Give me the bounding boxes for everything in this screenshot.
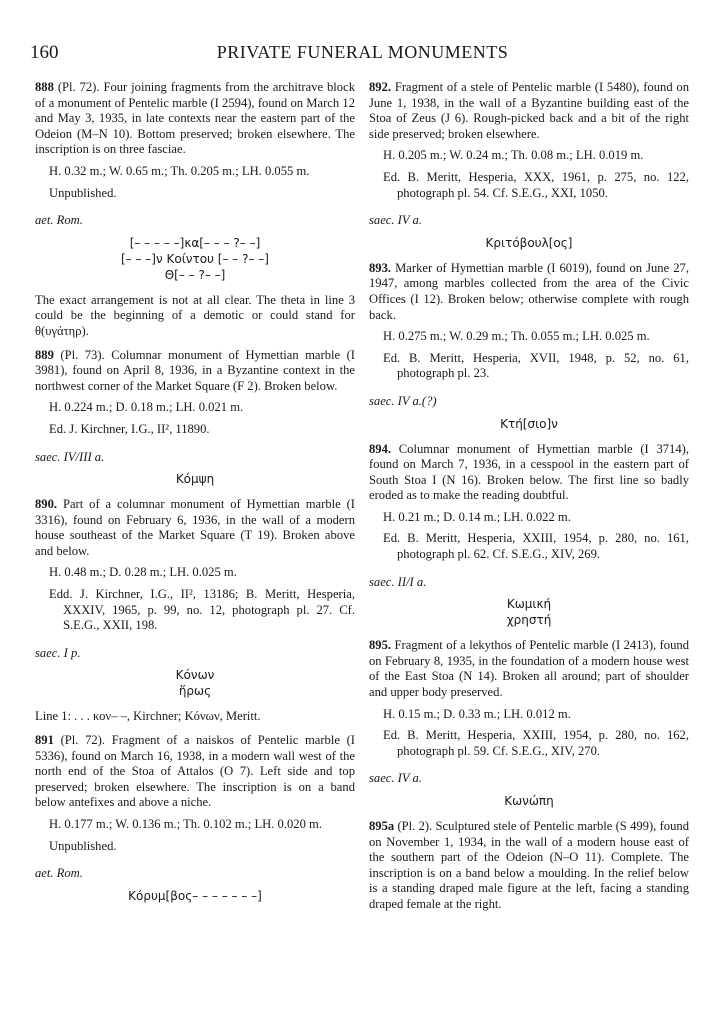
inscription-line: Κριτόβουλ[ος] — [485, 235, 573, 250]
entry-text: Fragment of a stele of Pentelic marble (I 5480), found on June 1, 1938, in the wall of a Byzantine building east of the Stoa of Zeus (J 6). Rough-picked back and a bit of the right side preserved; broken elsewhere. — [369, 80, 689, 141]
inscription-line: Κόνων — [175, 668, 215, 683]
right-column — [369, 80, 689, 921]
catalogue-entry — [369, 638, 689, 809]
entry-number: 892. — [369, 80, 392, 94]
entry-meta: H. 0.177 m.; W. 0.136 m.; Th. 0.102 m.; LH. 0.020 m. — [49, 817, 322, 831]
entry-text: (Pl. 73). Columnar monument of Hymettian marble (I 3981), found on April 8, 1936, in a Byzantine context in the northwest corner of the Market Square (F 2). Broken below. — [35, 347, 355, 393]
entry-number: 895a — [369, 819, 395, 833]
inscription-line: Κωμική — [506, 597, 552, 612]
inscription-text — [369, 596, 689, 628]
entry-number: 889 — [35, 347, 54, 362]
entry-meta: H. 0.48 m.; D. 0.28 m.; LH. 0.025 m. — [49, 565, 237, 580]
entry-date: aet. Rom. — [35, 213, 83, 228]
entry-description — [369, 819, 689, 913]
inscription-text — [35, 667, 355, 699]
entry-description — [369, 80, 689, 142]
entry-meta: Ed. B. Meritt, Hesperia, XXIII, 1954, p. 280, no. 161, photograph pl. 62. Cf. S.E.G., XIV, 269. — [383, 531, 689, 562]
inscription-line: χρηστή — [506, 613, 552, 628]
entry-meta: Edd. J. Kirchner, I.G., II², 13186; B. Meritt, Hesperia, XXXIV, 1965, p. 99, no. 12, photograph pl. 27. Cf. S.E.G., XXII, 198. — [49, 587, 355, 633]
inscription-text — [35, 235, 355, 283]
inscription-line: Κόρυμ[βος– – – – – – –] — [128, 888, 262, 903]
entry-number: 888 — [35, 80, 54, 94]
entry-number: 891 — [35, 733, 54, 748]
entry-date: aet. Rom. — [35, 866, 83, 881]
inscription-text — [35, 471, 355, 487]
entry-meta: H. 0.32 m.; W. 0.65 m.; Th. 0.205 m.; LH. 0.055 m. — [49, 163, 310, 178]
entry-description — [35, 733, 355, 811]
catalogue-entry — [369, 261, 689, 432]
entry-text: Part of a columnar monument of Hymettian marble (I 3316), found on February 6, 1936, in the wall of a modern house southeast of the Market Square (T 19). Broken above and below. — [35, 497, 355, 558]
entry-number: 890. — [35, 497, 58, 512]
entry-meta: H. 0.275 m.; W. 0.29 m.; Th. 0.055 m.; LH. 0.025 m. — [383, 329, 650, 344]
entry-text: (Pl. 72). Fragment of a naiskos of Pentelic marble (I 5336), found on March 16, 1938, in a modern wall west of the north end of the Stoa of Attalos (O 7). Left side and top preserved; broken elsewhere. The inscription is on a band below antefixes and above a niche. — [35, 733, 355, 810]
entry-date: saec. II/I a. — [369, 574, 427, 589]
entry-meta: Ed. J. Kirchner, I.G., II², 11890. — [49, 421, 210, 436]
entry-description — [35, 348, 355, 395]
inscription-text — [369, 416, 689, 432]
entry-meta: Ed. B. Meritt, Hesperia, XXX, 1961, p. 275, no. 122, photograph pl. 54. Cf. S.E.G., XXI, 1050. — [383, 169, 689, 200]
catalogue-entry — [35, 348, 355, 488]
inscription-line: [– – –]ν Κοίντου [– – ?– –] — [121, 251, 269, 266]
entry-meta: Ed. B. Meritt, Hesperia, XVII, 1948, p. 52, no. 61, photograph pl. 23. — [383, 350, 689, 381]
entry-description — [35, 497, 355, 559]
page-header — [30, 42, 695, 68]
entry-description — [369, 638, 689, 700]
entry-text: (Pl. 2). Sculptured stele of Pentelic marble (S 499), found on November 1, 1934, in the wall of a modern house east of the southern part of the Odeion (N–O 11). Complete. The inscription is on a band below a moulding. In the relief below is a standing draped male figure at the left, facing a standing draped female at the right. — [369, 819, 689, 911]
entry-text: Columnar monument of Hymettian marble (I 3714), found on March 7, 1936, in a cesspool in the eastern part of South Stoa I (N 16). Broken below. The first line so badly eroded as to make the reading doubtful. — [369, 441, 689, 503]
entry-description — [369, 442, 689, 504]
entry-number: 894. — [369, 441, 392, 456]
inscription-line: [– – – – –]κα[– – – ?– –] — [129, 235, 261, 250]
entry-date: saec. IV a.(?) — [369, 393, 437, 408]
entry-note: The exact arrangement is not at all clear. The theta in line 3 could be the beginning of a demotic or could stand for θ(υγάτηρ). — [35, 292, 355, 338]
inscription-text — [369, 793, 689, 809]
entry-meta: H. 0.224 m.; D. 0.18 m.; LH. 0.021 m. — [49, 400, 244, 415]
catalogue-entry — [369, 442, 689, 629]
catalogue-entry — [369, 819, 689, 913]
inscription-line: Κτή[σιο]ν — [500, 416, 558, 431]
entry-description — [369, 261, 689, 323]
catalogue-entry — [369, 80, 689, 251]
entry-date: saec. IV a. — [369, 213, 422, 228]
entry-description — [35, 80, 355, 158]
catalogue-entry — [35, 497, 355, 725]
inscription-line: ἥρως — [178, 684, 212, 699]
inscription-line: Κωνώπη — [504, 794, 554, 808]
entry-text: (Pl. 72). Four joining fragments from the architrave block of a monument of Pentelic marble (I 2594), found on March 12 and May 3, 1935, in late contexts near the eastern part of the Odeion (M–N 10). Bottom preserved; broken elsewhere. The inscription is on three fasciae. — [35, 80, 355, 157]
left-column — [35, 80, 355, 914]
inscription-line: Κόμψη — [175, 472, 215, 487]
entry-date: saec. I p. — [35, 645, 81, 660]
entry-meta: Unpublished. — [49, 838, 117, 853]
entry-date: saec. IV/III a. — [35, 449, 105, 464]
running-title: PRIVATE FUNERAL MONUMENTS — [216, 42, 509, 62]
entry-meta: Unpublished. — [49, 185, 117, 200]
entry-date: saec. IV a. — [369, 771, 422, 786]
entry-number: 893. — [369, 260, 392, 275]
entry-text: Marker of Hymettian marble (I 6019), found on June 27, 1947, among marbles collected from the area of the Civic Offices (I 12). Broken below; otherwise complete with rough back. — [369, 260, 689, 322]
entry-meta: H. 0.205 m.; W. 0.24 m.; Th. 0.08 m.; LH. 0.019 m. — [383, 148, 644, 163]
catalogue-entry — [35, 733, 355, 904]
entry-number: 895. — [369, 638, 392, 653]
inscription-line: Θ[– – ?– –] — [164, 267, 226, 282]
catalogue-entry — [35, 80, 355, 340]
entry-note: Line 1: . . . κον– –, Kirchner; Κόνων, Meritt. — [35, 709, 261, 724]
inscription-text — [35, 888, 355, 904]
entry-meta: H. 0.21 m.; D. 0.14 m.; LH. 0.022 m. — [383, 509, 571, 524]
entry-meta: H. 0.15 m.; D. 0.33 m.; LH. 0.012 m. — [383, 706, 571, 721]
page-number: 160 — [30, 42, 59, 63]
entry-text: Fragment of a lekythos of Pentelic marble (I 2413), found on February 8, 1935, in the foundation of a modern house west of the East Stoa (N 14). Broken all around; part of shoulder and upper body preserved. — [369, 638, 689, 700]
entry-meta: Ed. B. Meritt, Hesperia, XXIII, 1954, p. 280, no. 162, photograph pl. 59. Cf. S.E.G., XIV, 270. — [383, 728, 689, 758]
inscription-text — [369, 235, 689, 251]
